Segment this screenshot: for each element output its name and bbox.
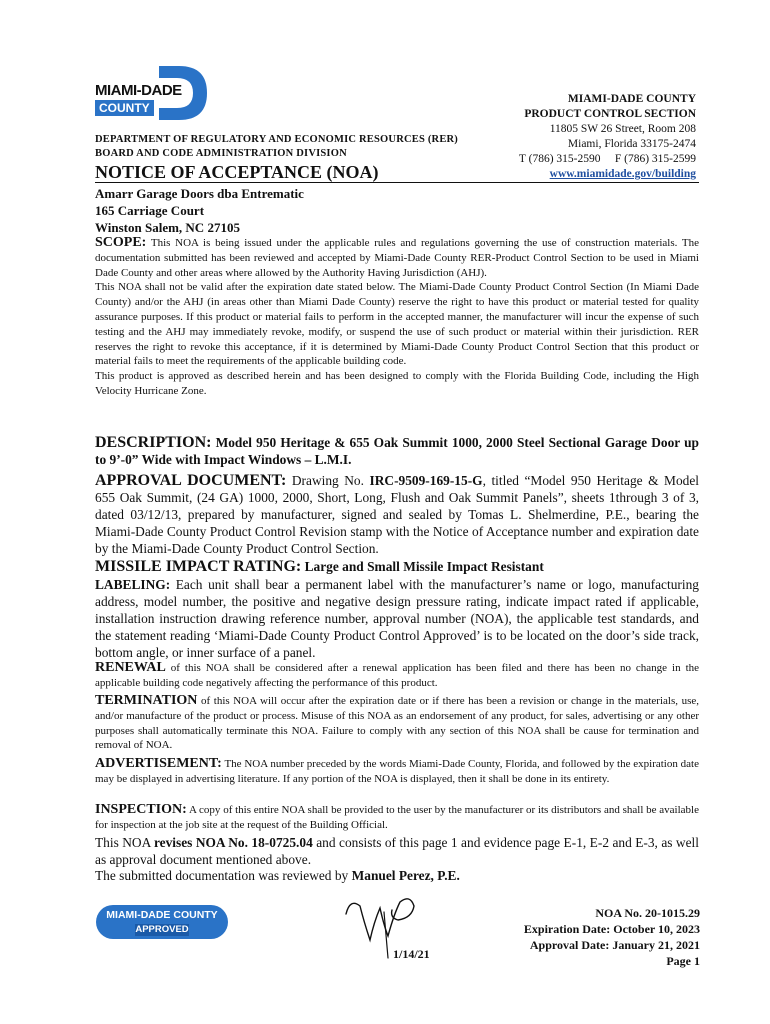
missile-text: Large and Small Missile Impact Resistant (304, 559, 544, 574)
missile-impact-section (95, 558, 699, 575)
header-section: PRODUCT CONTROL SECTION (524, 108, 696, 120)
approval-pre: Drawing No. (291, 473, 364, 488)
scope-label: SCOPE: (95, 235, 147, 250)
termination-label: TERMINATION (95, 693, 198, 708)
inspection-text: A copy of this entire NOA shall be provided to the user by the manufacturer or its distributors and shall be available for inspection at the job site at the request of the Building Official. (95, 804, 699, 831)
renewal-label: RENEWAL (95, 660, 166, 675)
reviewer-name: Manuel Perez, P.E. (351, 868, 460, 883)
termination-text: of this NOA will occur after the expiration date or if there has been a revision or change in the materials, use, and/or manufacture of the product or process. Misuse of this NOA as an endorsement of any product, for sales, advertising or any other purposes shall automatically terminate this NOA. Failure to comply with any section of this NOA shall be cause for termination and removal of NOA. (95, 695, 699, 752)
revises-noa: revises NOA No. 18-0725.04 (153, 835, 313, 850)
approved-stamp (95, 904, 229, 940)
noa-number: NOA No. 20-1015.29 (595, 906, 700, 920)
noa-footer-block (524, 905, 700, 969)
stamp-line-2: APPROVED (135, 924, 189, 935)
expiration-date: Expiration Date: October 10, 2023 (523, 922, 700, 936)
recipient-name: Amarr Garage Doors dba Entrematic (95, 186, 304, 201)
signature-date: 1/14/21 (393, 947, 430, 961)
labeling-text: Each unit shall bear a permanent label with the manufacturer’s name or logo, manufacturing address, model number, the positive and negative design pressure rating, indicate impact rated if applicable, installation instruction drawing reference number, approval number (NOA), the applicable test standards, and the statement reading ‘Miami-Dade County Product Control Approved’ is to be located on the door’s side track, bottom angle, or inner surface of a panel. (95, 577, 699, 660)
scope-text: This NOA is being issued under the applicable rules and regulations governing the use of construction materials. The documentation submitted has been reviewed and accepted by Miami-Dade County RER-Product Control Section to be used in Miami Dade County and other areas where allowed by the Authority Having Jurisdiction (AHJ). (95, 237, 699, 279)
description-text: Model 950 Heritage & 655 Oak Summit 1000, 2000 Steel Sectional Garage Door up to 9’-0” Wide with Impact Windows – L.M.I. (95, 435, 699, 467)
page-number: Page 1 (666, 954, 700, 968)
scope-text-3: This product is approved as described herein and has been designed to comply with the Florida Building Code, including the High Velocity Hurricane Zone. (95, 370, 699, 397)
labeling-label: LABELING: (95, 577, 171, 592)
revises-pre: This NOA (95, 835, 151, 850)
header-phones: T (786) 315-2590 F (786) 315-2599 (518, 153, 696, 165)
inspection-label: INSPECTION: (95, 802, 187, 817)
recipient-address (95, 185, 304, 236)
approval-text: , titled “Model 950 Heritage & Model 655 Oak Summit, (24 GA) 1000, 2000, Short, Long, Flush and Oak Summit Panels”, sheets 1through 3 of 3, dated 03/12/13, prepared by manufacturer, signed and sealed by Tomas L. Shelmerdine, P.E., bearing the Miami-Dade County Product Control Revision stamp with the Notice of Acceptance number and expiration date by the Miami-Dade County Product Control Section. (95, 473, 700, 556)
approval-date: Approval Date: January 21, 2021 (529, 938, 700, 952)
renewal-text: of this NOA shall be considered after a renewal application has been filed and there has been no change in the applicable building code negatively affecting the performance of this product. (95, 662, 700, 689)
revises-section (95, 834, 699, 868)
dept-line-1: DEPARTMENT OF REGULATORY AND ECONOMIC RESOURCES (RER) (95, 134, 459, 145)
advertisement-section (95, 757, 699, 787)
logo-text-miami-dade: MIAMI-DADE (95, 82, 182, 99)
stamp-line-1: MIAMI-DADE COUNTY (106, 909, 218, 921)
approval-label: APPROVAL DOCUMENT: (95, 472, 287, 489)
description-label: DESCRIPTION: (95, 434, 212, 451)
renewal-section (95, 661, 699, 691)
dept-line-2: BOARD AND CODE ADMINISTRATION DIVISION (95, 148, 347, 159)
termination-section (95, 694, 699, 753)
labeling-section (95, 576, 699, 661)
header-street: 11805 SW 26 Street, Room 208 (549, 123, 696, 135)
page-title: NOTICE OF ACCEPTANCE (NOA) (95, 162, 379, 182)
miami-dade-county-logo (95, 64, 215, 122)
recipient-street: 165 Carriage Court (95, 203, 205, 218)
reviewed-by-section (95, 867, 699, 884)
title-rule (95, 182, 699, 183)
department-block (95, 133, 458, 161)
approval-document-section (95, 472, 699, 557)
website-link[interactable]: www.miamidade.gov/building (549, 168, 696, 180)
advertisement-text: The NOA number preceded by the words Miami-Dade County, Florida, and followed by the expiration date may be displayed in advertising literature. If any portion of the NOA is displayed, then it shall be done in its entirety. (95, 758, 699, 785)
recipient-city: Winston Salem, NC 27105 (95, 220, 240, 235)
header-city: Miami, Florida 33175-2474 (567, 138, 696, 150)
scope-text-2: This NOA shall not be valid after the expiration date stated below. The Miami-Dade County Product Control Section (In Miami Dade County) and/or the AHJ (in areas other than Miami Dade County) reserve the right to have this product or material tested for quality assurance purposes. If this product or material fails to perform in the accepted manner, the manufacturer will incur the expense of such testing and the AHJ may immediately revoke, modify, or suspend the use of such product or material within their jurisdiction. RER reserves the right to revoke this acceptance, if it is determined by Miami-Dade County Product Control Section that this product or material fails to meet the requirements of the applicable building code. (95, 281, 699, 368)
inspection-section (95, 803, 699, 833)
advertisement-label: ADVERTISEMENT: (95, 756, 222, 771)
reviewed-pre: The submitted documentation was reviewed by (95, 868, 349, 883)
description-section (95, 434, 699, 468)
logo-text-county: COUNTY (95, 100, 154, 116)
scope-section (95, 236, 699, 399)
header-county: MIAMI-DADE COUNTY (567, 93, 696, 105)
header-contact-block (436, 92, 696, 182)
missile-label: MISSILE IMPACT RATING: (95, 558, 302, 575)
approval-drawing-number: IRC-9509-169-15-G (369, 473, 483, 488)
revises-post: and consists of this page 1 and evidence page E-1, E-2 and E-3, as well as approval document mentioned above. (95, 835, 699, 867)
